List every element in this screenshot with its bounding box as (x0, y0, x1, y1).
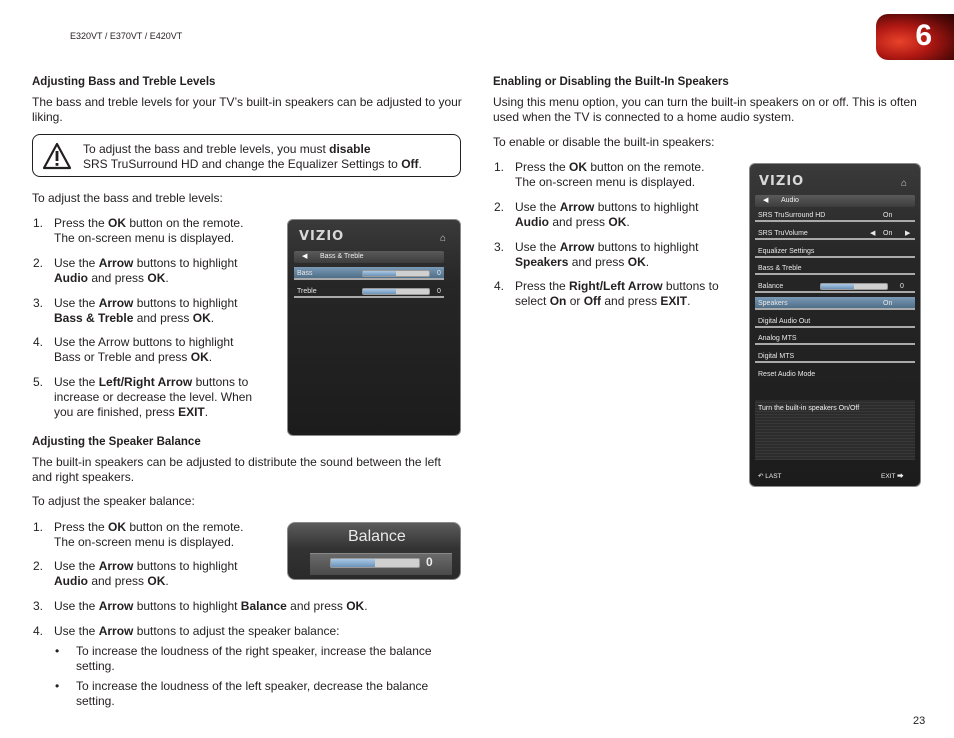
menu-row-analog-mts[interactable]: Analog MTS (755, 332, 915, 345)
back-arrow-icon: ◀ (763, 197, 769, 204)
menu-row-bass-treble[interactable]: Bass & Treble (755, 262, 915, 275)
hint-text: Turn the built-in speakers On/Off (758, 405, 860, 412)
menu-row-bass[interactable]: Bass 0 (294, 267, 444, 280)
speakers-lead: To enable or disable the built-in speakers: (493, 135, 715, 149)
menu-row-srs-trusurround[interactable]: SRS TruSurround HD On (755, 209, 915, 222)
balance-intro: The built-in speakers can be adjusted to distribute the sound between the left and right speakers. (32, 455, 441, 484)
bass-treble-lead: To adjust the bass and treble levels: (32, 191, 223, 205)
back-arrow-icon: ◀ (302, 253, 308, 260)
balance-heading: Adjusting the Speaker Balance (32, 436, 201, 448)
balance-mini-slider[interactable] (820, 283, 888, 290)
chapter-tab (876, 14, 954, 60)
home-icon: ⌂ (901, 178, 908, 189)
page-number: 23 (913, 715, 926, 727)
left-arrow-icon: ◀ (870, 230, 876, 237)
back-icon: ↶ (758, 473, 764, 480)
bass-slider[interactable] (362, 270, 430, 277)
model-number: E320VT / E370VT / E420VT (70, 31, 183, 41)
home-icon: ⌂ (440, 233, 447, 244)
audio-menu-screen (749, 163, 921, 487)
vizio-logo: VIZIO (299, 229, 345, 244)
warning-text: To adjust the bass and treble levels, you must disable SRS TruSurround HD and change the Equalizer Settings to Off. (83, 142, 422, 171)
speakers-heading: Enabling or Disabling the Built-In Speakers (493, 76, 729, 88)
warning-triangle-icon (42, 142, 72, 170)
last-button[interactable]: ↶ LAST (758, 473, 782, 480)
bass-treble-intro: The bass and treble levels for your TV’s built-in speakers can be adjusted to your liking. (32, 95, 462, 124)
vizio-logo: VIZIO (759, 174, 805, 189)
bass-treble-screen (287, 219, 461, 436)
exit-button[interactable]: EXIT ⮕ (881, 473, 904, 480)
menu-row-reset-audio[interactable]: Reset Audio Mode (758, 371, 816, 378)
menu-row-speakers[interactable]: Speakers On (755, 297, 915, 310)
menu-row-digital-mts[interactable]: Digital MTS (755, 350, 915, 363)
menu-title: ◀ Bass & Treble (294, 251, 444, 263)
balance-slider[interactable] (330, 558, 420, 568)
menu-title: ◀ Audio (755, 195, 915, 207)
right-arrow-icon: ▶ (905, 230, 911, 237)
balance-lead: To adjust the speaker balance: (32, 494, 195, 508)
balance-value: 0 (426, 555, 433, 569)
menu-row-digital-audio-out[interactable]: Digital Audio Out (755, 315, 915, 328)
menu-row-equalizer[interactable]: Equalizer Settings (755, 245, 915, 258)
balance-panel (287, 522, 461, 580)
menu-row-balance[interactable]: Balance 0 (755, 280, 915, 293)
exit-icon: ⮕ (897, 473, 904, 480)
treble-slider[interactable] (362, 288, 430, 295)
balance-title: Balance (348, 528, 406, 545)
menu-row-srs-truvolume[interactable]: SRS TruVolume ◀ On ▶ (755, 227, 915, 240)
menu-row-treble[interactable]: Treble 0 (294, 285, 444, 298)
speakers-intro: Using this menu option, you can turn the built-in speakers on or off. This is often used when the TV is connected to a home audio system. (493, 95, 917, 124)
warning-box (32, 134, 461, 177)
chapter-number: 6 (915, 19, 932, 52)
bass-treble-heading: Adjusting Bass and Treble Levels (32, 76, 216, 88)
